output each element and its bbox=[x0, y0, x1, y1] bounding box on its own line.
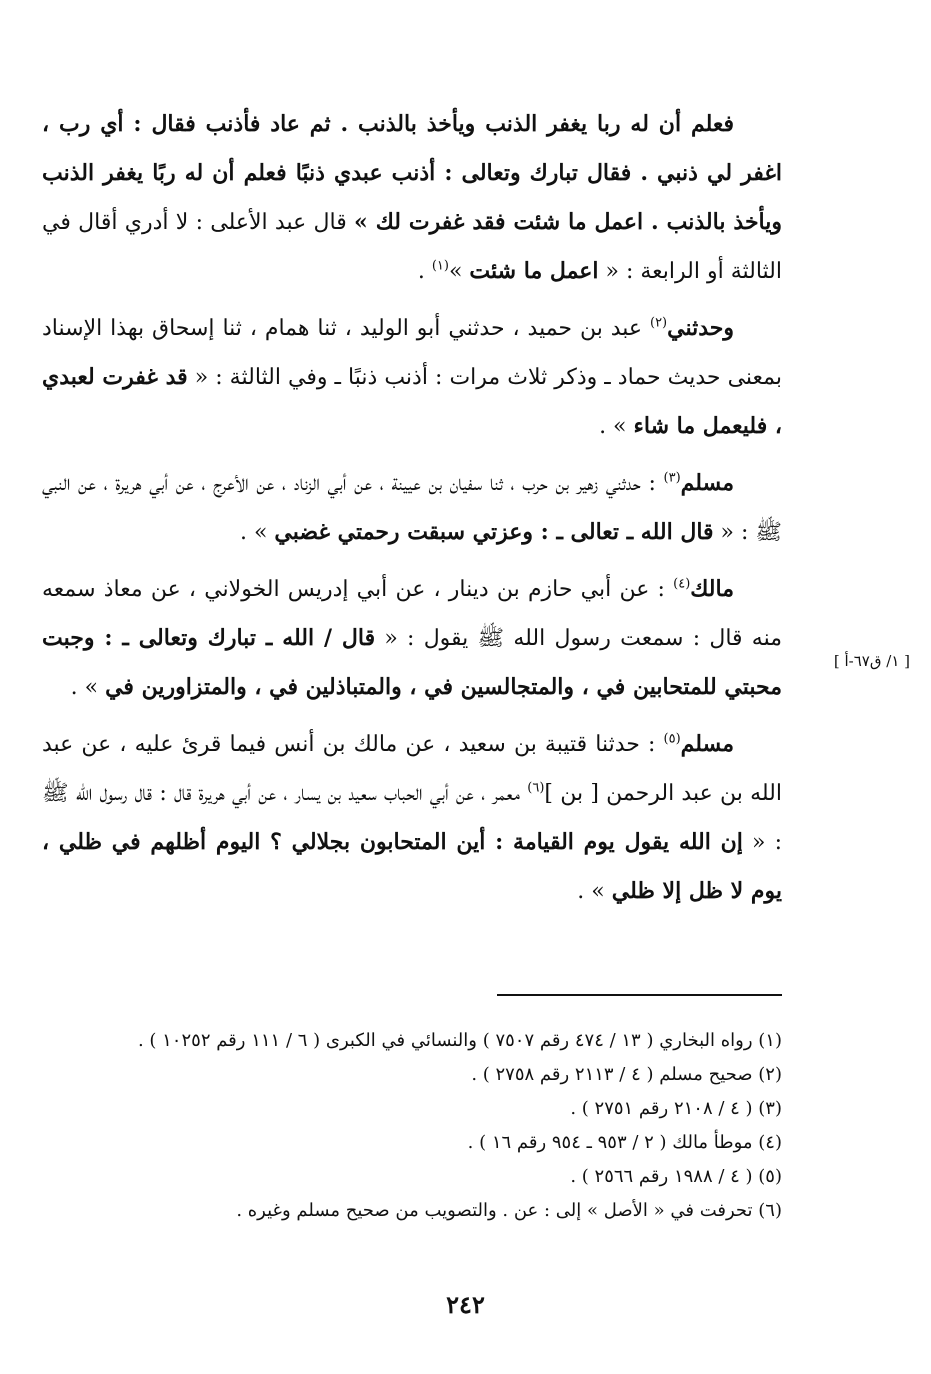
segment: » bbox=[448, 259, 470, 284]
segment: إن الله يقول يوم القيامة : أين المتحابون بجلالي ؟ اليوم أظلهم في ظلي ، يوم لا ظل إلا ظلي bbox=[42, 829, 782, 904]
footnote-4: (٤) موطأ مالك ( ٢ / ٩٥٣ ـ ٩٥٤ رقم ١٦ ) . bbox=[467, 1132, 782, 1153]
segment: وحدثني bbox=[667, 315, 734, 341]
footnote-ref[interactable]: (٣) bbox=[663, 470, 681, 486]
segment: قد غفرت لعبدي ، فليعمل ما شاء bbox=[42, 364, 782, 439]
paragraph-3 bbox=[42, 459, 782, 557]
segment: » . bbox=[599, 414, 634, 439]
paragraph-4 bbox=[42, 565, 782, 712]
segment: » . bbox=[577, 879, 612, 904]
segment: معمر ، عن أبي الحباب سعيد بن يسار ، عن أبي هريرة قال : قال رسول الله ﷺ : « bbox=[42, 781, 783, 855]
footnote-6: (٦) تحرفت في « الأصل » إلى : عن . والتصويب من صحيح مسلم وغيره . bbox=[236, 1200, 782, 1221]
segment: قال / الله ـ تبارك وتعالى ـ : وجبت محبتي للمتحابين في ، والمتجالسين في ، والمتباذلين في ، والمتزاورين في bbox=[42, 625, 782, 700]
segment: فعلم أن له ربا يغفر الذنب ويأخذ بالذنب . ثم عاد فأذنب فقال : أي رب ، اغفر لي ذنبي . فقال تبارك وتعالى : أذنب عبدي ذنبًا فعلم أن له ربًا يغفر الذنب ويأخذ بالذنب . اعمل ما شئت فقد غفرت لك » bbox=[42, 111, 782, 235]
footnotes bbox=[42, 1024, 782, 1228]
segment: اعمل ما شئت bbox=[469, 258, 599, 284]
segment: مسلم bbox=[680, 470, 734, 496]
page-number: ٢٤٢ bbox=[446, 1290, 485, 1319]
segment: : حدثني زهير بن حرب ، ثنا سفيان بن عيينة ، عن أبي الزناد ، عن الأعرج ، عن أبي هريرة ، عن النبي ﷺ : « bbox=[42, 471, 782, 545]
segment: قال الله ـ تعالى ـ : وعزتي سبقت رحمتي غضبي bbox=[274, 519, 714, 545]
footnote-1: (١) رواه البخاري ( ١٣ / ٤٧٤ رقم ٧٥٠٧ ) والنسائي في الكبرى ( ٦ / ١١١ رقم ١٠٢٥٢ ) . bbox=[137, 1030, 782, 1051]
footnote-ref[interactable]: (٥) bbox=[663, 731, 681, 747]
paragraph-2 bbox=[42, 304, 782, 451]
main-text bbox=[42, 100, 782, 924]
footnote-5: (٥) ( ٤ / ١٩٨٨ رقم ٢٥٦٦ ) . bbox=[570, 1166, 782, 1187]
segment: قال عبد الأعلى : لا أدري أقال في الثالثة أو الرابعة : « bbox=[42, 210, 782, 284]
segment: » . bbox=[70, 675, 106, 700]
segment: : حدثنا قتيبة بن سعيد ، عن مالك بن أنس فيما قرئ عليه ، عن عبد الله بن عبد الرحمن [ بن ] bbox=[42, 732, 782, 806]
paragraph-5 bbox=[42, 720, 782, 916]
footnote-ref[interactable]: (٢) bbox=[649, 315, 668, 331]
footnote-ref[interactable]: (٦) bbox=[527, 780, 545, 796]
segment: » . bbox=[239, 520, 275, 545]
segment: عبد بن حميد ، حدثني أبو الوليد ، ثنا همام ، ثنا إسحاق بهذا الإسناد بمعنى حديث حماد ـ وذكر ثلاث مرات : أذنب ذنبًا ـ وفي الثالثة : « bbox=[42, 316, 782, 390]
segment: مسلم bbox=[680, 731, 734, 757]
footnote-separator bbox=[497, 994, 782, 996]
footnote-2: (٢) صحيح مسلم ( ٤ / ٢١١٣ رقم ٢٧٥٨ ) . bbox=[471, 1064, 782, 1085]
footnote-ref[interactable]: (١) bbox=[431, 258, 449, 274]
segment: . bbox=[417, 259, 432, 284]
manuscript-folio-note: [ ١/ ق٦٧-أ ] bbox=[833, 652, 910, 670]
footnote-ref[interactable]: (٤) bbox=[673, 576, 691, 592]
segment: مالك bbox=[690, 576, 734, 602]
paragraph-1 bbox=[42, 100, 782, 296]
segment: : عن أبي حازم بن دينار ، عن أبي إدريس الخولاني ، عن معاذ سمعه منه قال : سمعت رسول الله ﷺ يقول : « bbox=[42, 577, 782, 651]
footnote-3: (٣) ( ٤ / ٢١٠٨ رقم ٢٧٥١ ) . bbox=[570, 1098, 782, 1119]
